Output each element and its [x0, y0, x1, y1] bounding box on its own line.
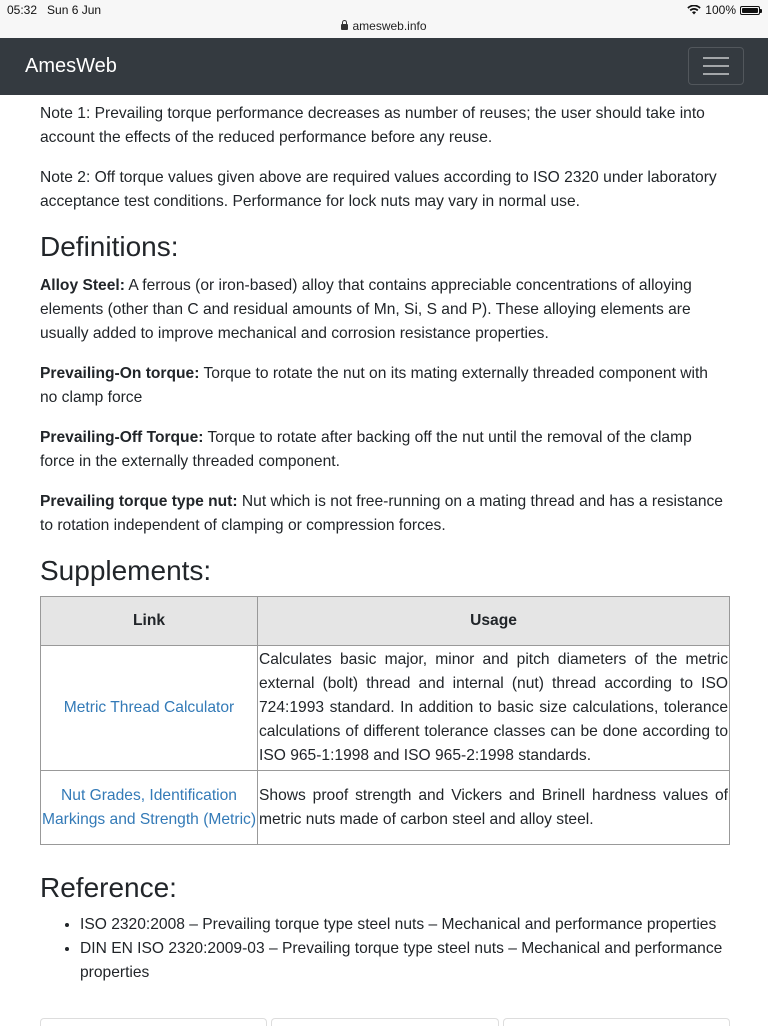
table-cell-usage: Shows proof strength and Vickers and Brinell hardness values of metric nuts made of carbon steel and alloy steel. [258, 771, 730, 845]
definition-term: Alloy Steel: [40, 277, 125, 294]
table-row [41, 646, 730, 771]
definition-item [40, 362, 728, 410]
nut-grades-link[interactable]: Nut Grades, Identification Markings and Strength (Metric) [41, 786, 257, 828]
definition-term: Prevailing torque type nut: [40, 493, 238, 510]
definition-item [40, 274, 728, 346]
supplements-heading: Supplements: [40, 555, 212, 586]
definition-term: Prevailing-Off Torque: [40, 429, 204, 446]
table-cell-link [41, 771, 258, 845]
status-bar [0, 0, 768, 38]
status-date: Sun 6 Jun [47, 3, 102, 17]
definition-item [40, 426, 728, 474]
list-item: • DIN EN ISO 2320:2009-03 – Prevailing torque type steel nuts – Mechanical and performance properties [80, 937, 728, 985]
navbar [0, 38, 768, 95]
url-bar[interactable] [0, 19, 768, 33]
reference-heading: Reference: [40, 872, 177, 903]
definition-text: Torque to rotate after backing off the nut until the removal of the clamp force in the externally threaded component. [40, 429, 692, 470]
definitions-heading: Definitions: [40, 231, 179, 262]
status-right [687, 3, 760, 17]
table-row [41, 771, 730, 845]
definition-text: Nut which is not free-running on a mating thread and has a resistance to rotation independent of clamping or compression forces. [40, 493, 723, 534]
navbar-brand[interactable]: AmesWeb [25, 55, 117, 77]
status-left [7, 3, 101, 17]
wifi-icon [687, 5, 701, 15]
bottom-panel-edge [40, 1018, 730, 1026]
note-2: Note 2: Off torque values given above are required values according to ISO 2320 under laboratory acceptance test conditions. Performance for lock nuts may vary in normal use. [40, 169, 717, 210]
table-cell-link [41, 646, 258, 771]
metric-thread-calculator-link[interactable]: Metric Thread Calculator [63, 699, 235, 716]
note-1: Note 1: Prevailing torque performance decreases as number of reuses; the user should take into account the effects of the reduced performance before any reuse. [40, 105, 705, 146]
battery-percent: 100% [705, 3, 736, 17]
url-text: amesweb.info [352, 19, 427, 33]
list-item: • ISO 2320:2008 – Prevailing torque type steel nuts – Mechanical and performance properties [80, 913, 728, 937]
column-header-link: Link [41, 597, 258, 646]
table-cell-usage: Calculates basic major, minor and pitch diameters of the metric external (bolt) thread and internal (nut) thread according to ISO 724:1993 standard. In addition to basic size calculations, tolerance calculations of different tolerance classes can be done according to ISO 965-1:1998 and ISO 965-2:1998 standards. [258, 646, 730, 771]
definition-item [40, 490, 728, 538]
menu-toggle-button[interactable] [688, 47, 744, 85]
hamburger-icon [703, 57, 729, 59]
battery-icon [740, 6, 760, 15]
main-content [0, 102, 768, 985]
definition-text: Torque to rotate the nut on its mating externally threaded component with no clamp force [40, 365, 708, 406]
column-header-usage: Usage [258, 597, 730, 646]
status-time: 05:32 [7, 3, 38, 17]
table-header-row [41, 597, 730, 646]
reference-list [40, 913, 728, 985]
lock-icon [341, 24, 348, 30]
supplements-table [40, 596, 730, 845]
definition-text: A ferrous (or iron-based) alloy that contains appreciable concentrations of alloying elements (other than C and residual amounts of Mn, Si, S and P). These alloying elements are usually added to improve mechanical and corrosion resistance properties. [40, 277, 692, 342]
definition-term: Prevailing-On torque: [40, 365, 200, 382]
